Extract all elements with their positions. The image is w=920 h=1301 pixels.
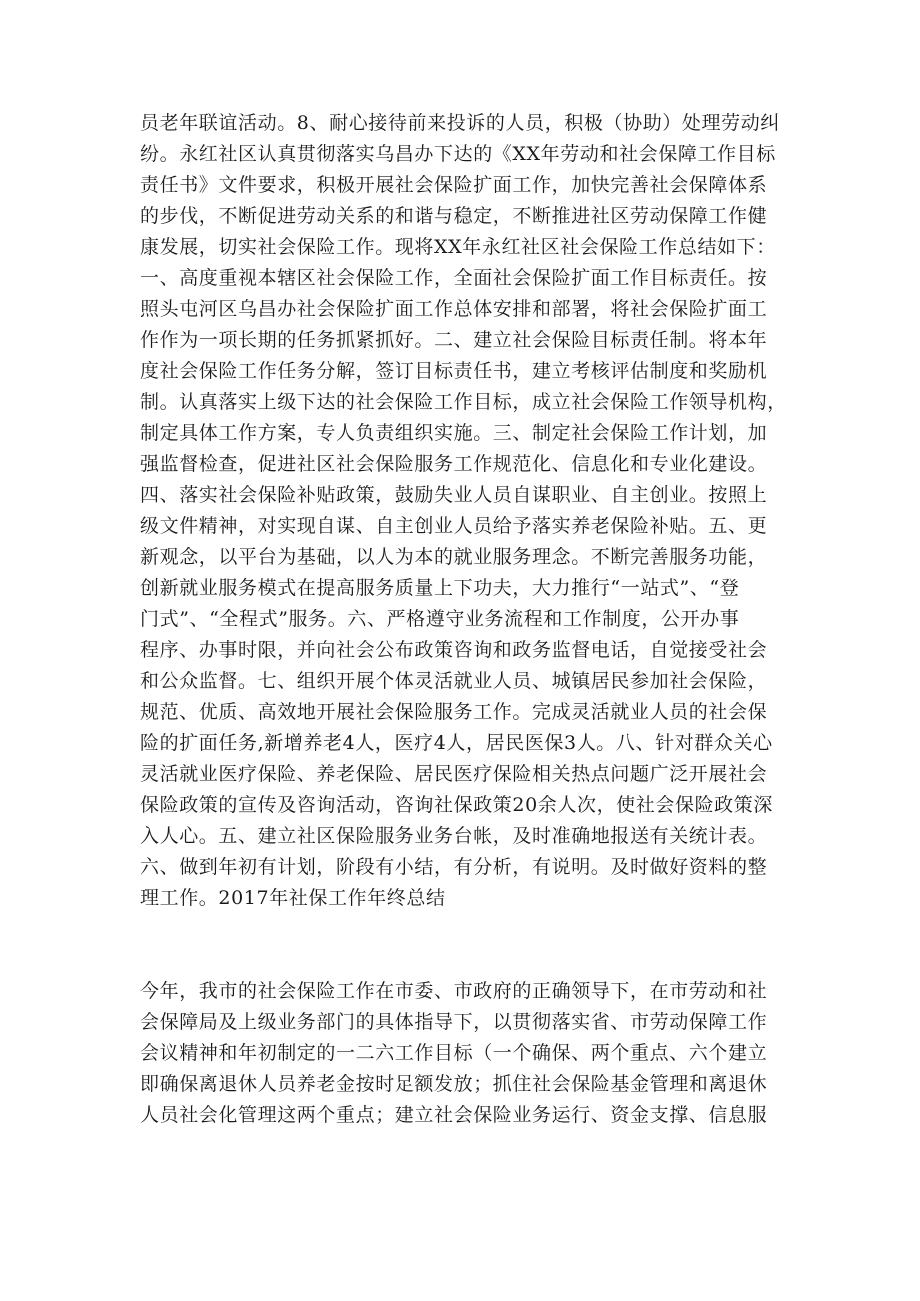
text-line: 纷。永红社区认真贯彻落实乌昌办下达的《XX年劳动和社会保障工作目标 xyxy=(140,143,776,165)
text-line: 程序、办事时限，并向社会公布政策咨询和政务监督电话，自觉接受社会 xyxy=(140,639,768,661)
text-line: 责任书》文件要求，积极开展社会保险扩面工作，加快完善社会保障体系 xyxy=(140,174,768,196)
text-line: 即确保离退休人员养老金按时足额发放；抓住社会保险基金管理和离退休 xyxy=(140,1073,768,1095)
text-line: 级文件精神，对实现自谋、自主创业人员给予落实养老保险补贴。五、更 xyxy=(140,515,768,537)
text-line: 四、落实社会保险补贴政策，鼓励失业人员自谋职业、自主创业。按照上 xyxy=(140,484,768,506)
text-line: 新观念，以平台为基础，以人为本的就业服务理念。不断完善服务功能， xyxy=(140,546,768,568)
text-line: 今年，我市的社会保险工作在市委、市政府的正确领导下，在市劳动和社 xyxy=(140,980,768,1002)
text-line: 会议精神和年初制定的一二六工作目标（一个确保、两个重点、六个建立 xyxy=(140,1042,768,1064)
text-line: 门式”、“全程式”服务。六、严格遵守业务流程和工作制度，公开办事 xyxy=(140,608,740,630)
text-line: 会保障局及上级业务部门的具体指导下，以贯彻落实省、市劳动保障工作 xyxy=(140,1011,768,1033)
text-line: 灵活就业医疗保险、养老保险、居民医疗保险相关热点问题广泛开展社会 xyxy=(140,763,768,785)
text-line: 制。认真落实上级下达的社会保险工作目标，成立社会保险工作领导机构， xyxy=(140,391,787,413)
text-line: 和公众监督。七、组织开展个体灵活就业人员、城镇居民参加社会保险， xyxy=(140,670,768,692)
text-line: 规范、优质、高效地开展社会保险服务工作。完成灵活就业人员的社会保 xyxy=(140,701,768,723)
text-line: 保险政策的宣传及咨询活动，咨询社保政策20余人次，使社会保险政策深 xyxy=(140,794,773,816)
text-line: 一、高度重视本辖区社会保险工作，全面社会保险扩面工作目标责任。按 xyxy=(140,267,768,289)
text-line: 制定具体工作方案，专人负责组织实施。三、制定社会保险工作计划，加 xyxy=(140,422,768,444)
text-line: 险的扩面任务,新增养老4人，医疗4人，居民医保3人。八、针对群众关心 xyxy=(140,732,773,754)
text-line: 作作为一项长期的任务抓紧抓好。二、建立社会保险目标责任制。将本年 xyxy=(140,329,768,351)
text-line: 理工作。2017年社保工作年终总结 xyxy=(140,887,446,909)
text-line: 度社会保险工作任务分解，签订目标责任书，建立考核评估制度和奖励机 xyxy=(140,360,768,382)
text-line: 人员社会化管理这两个重点；建立社会保险业务运行、资金支撑、信息服 xyxy=(140,1104,768,1126)
text-line: 入人心。五、建立社区保险服务业务台帐，及时准确地报送有关统计表。 xyxy=(140,825,768,847)
text-line: 员老年联谊活动。8、耐心接待前来投诉的人员，积极（协助）处理劳动纠 xyxy=(140,112,780,134)
text-line: 康发展，切实社会保险工作。现将XX年永红社区社会保险工作总结如下： xyxy=(140,236,776,258)
text-line: 创新就业服务模式在提高服务质量上下功夫，大力推行“一站式”、“登 xyxy=(140,577,740,599)
text-line: 的步伐，不断促进劳动关系的和谐与稳定，不断推进社区劳动保障工作健 xyxy=(140,205,768,227)
section-summary-continued xyxy=(140,108,790,914)
text-line: 照头屯河区乌昌办社会保险扩面工作总体安排和部署，将社会保险扩面工 xyxy=(140,298,768,320)
text-line: 强监督检查，促进社区社会保险服务工作规范化、信息化和专业化建设。 xyxy=(140,453,768,475)
section-annual-summary xyxy=(140,976,790,1131)
text-line: 六、做到年初有计划，阶段有小结，有分析，有说明。及时做好资料的整 xyxy=(140,856,768,878)
